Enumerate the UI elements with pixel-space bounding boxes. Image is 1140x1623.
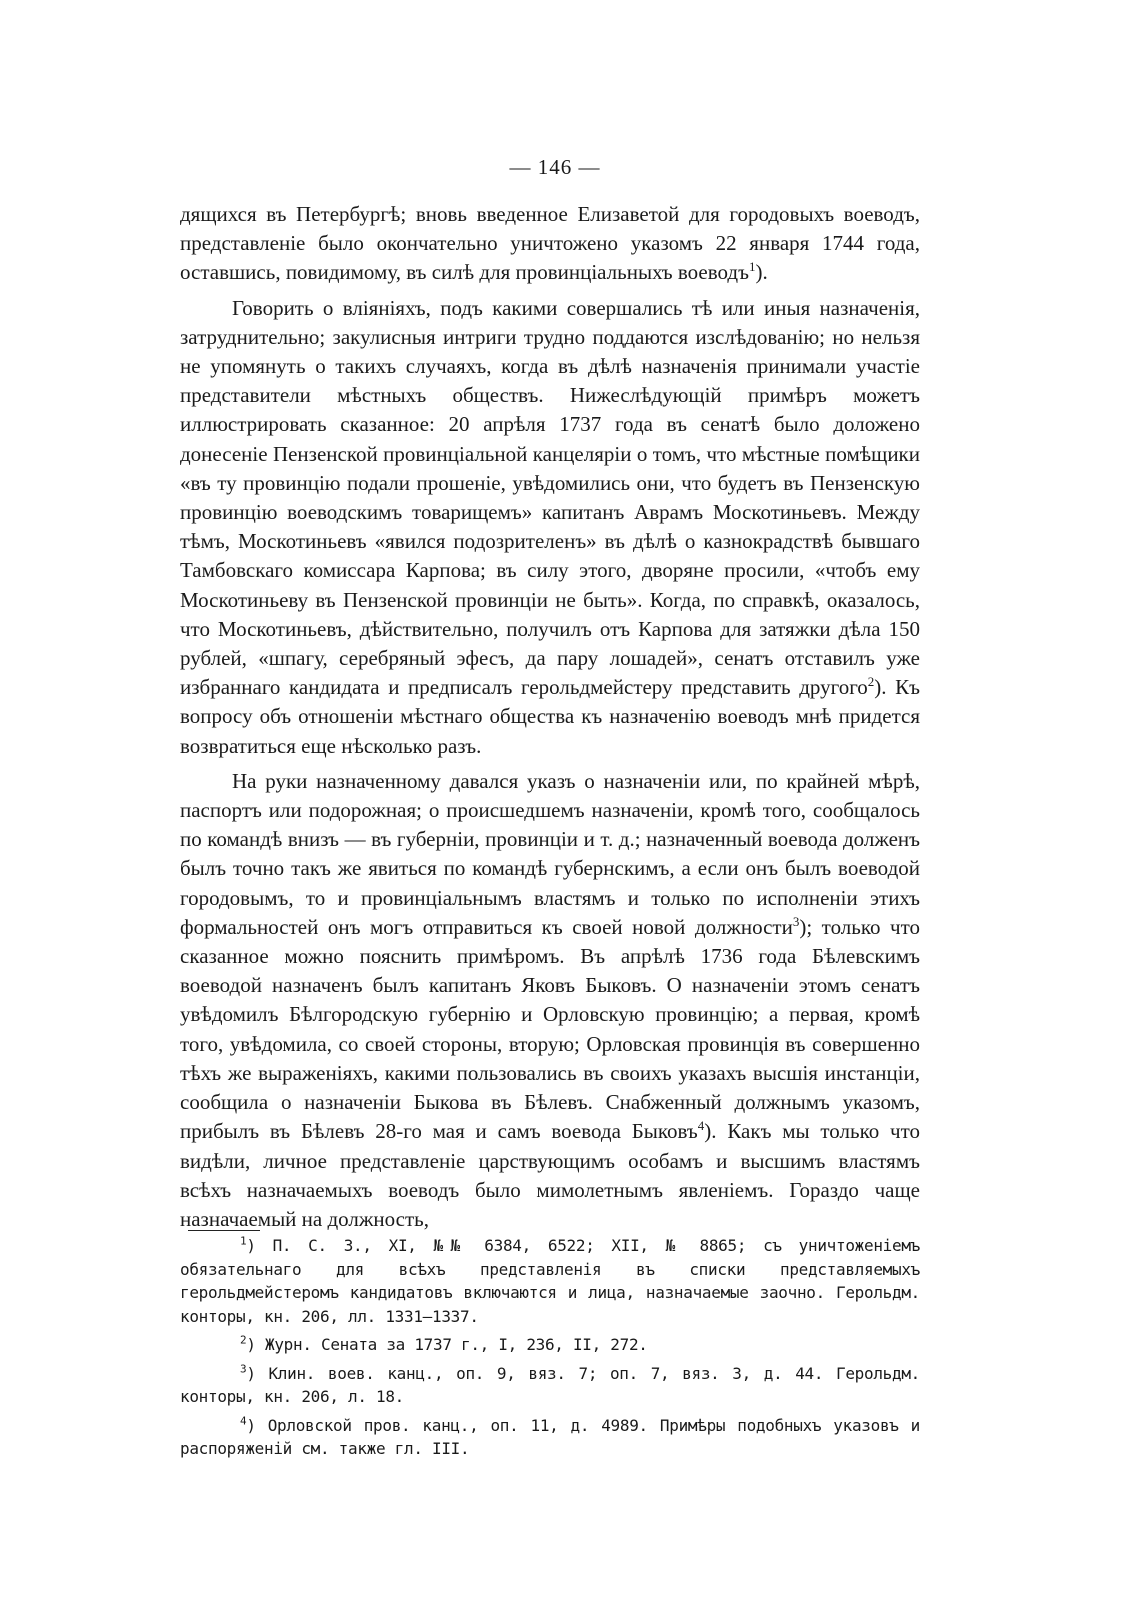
footnote-ref-4: 4 xyxy=(697,1118,705,1134)
footnote-1-mark: 1 xyxy=(240,1234,247,1248)
footnote-3-mark: 3 xyxy=(240,1362,247,1376)
paragraph-1-text: дящихся въ Петербургѣ; вновь введенное Елизаветой для городовыхъ воеводъ, представленіе было окончательно уничтожено указомъ 22 января 1744 года, оставшись, повидимому, въ силѣ для провинціальныхъ воеводъ xyxy=(180,202,920,285)
footnote-3 xyxy=(180,1362,920,1409)
footnote-ref-2: 2 xyxy=(867,674,875,690)
footnote-ref-1: 1 xyxy=(748,259,756,275)
paragraph-3-text: На руки назначенному давался указъ о назначеніи или, по крайней мѣрѣ, паспортъ или подорожная; о происшедшемъ назначеніи, кромѣ того, сообщалось по командѣ внизъ — въ губерніи, провинціи и т. д.; назначенный воевода долженъ былъ точно такъ же явиться по командѣ губернскимъ, а если онъ былъ воеводой городовымъ, то и провинціальнымъ властямъ и только по исполненіи этихъ формальностей онъ могъ отправиться къ своей новой должности xyxy=(180,768,920,939)
footnote-4-mark: 4 xyxy=(240,1414,247,1428)
paragraph-3 xyxy=(180,767,920,1234)
footnote-ref-3: 3 xyxy=(792,913,800,929)
body-text xyxy=(180,200,920,1240)
footnotes xyxy=(180,1234,920,1466)
footnote-2 xyxy=(180,1333,920,1357)
footnote-1 xyxy=(180,1234,920,1328)
paragraph-1 xyxy=(180,200,920,288)
footnote-divider xyxy=(188,1230,260,1231)
paragraph-1-end: ). xyxy=(755,260,768,285)
paragraph-3-end: ). Какъ мы только что видѣли, личное представленіе царствующимъ особамъ и высшимъ властямъ всѣхъ назначаемыхъ воеводъ было мимолетнымъ явленіемъ. Гораздо чаще назначаемый на должность, xyxy=(180,1119,920,1231)
footnote-4 xyxy=(180,1414,920,1461)
paragraph-3-mid: ); только что сказанное можно пояснить примѣромъ. Въ апрѣлѣ 1736 года Бѣлевскимъ воеводой назначенъ былъ капитанъ Яковъ Быковъ. О назначеніи этомъ сенатъ увѣдомилъ Бѣлгородскую губернію и Орловскую провинцію; а первая, кромѣ того, увѣдомила, со своей стороны, вторую; Орловская провинція въ совершенно тѣхъ же выраженіяхъ, какими пользовались въ своихъ указахъ высшія инстанціи, сообщила о назначеніи Быкова въ Бѣлевъ. Снабженный должнымъ указомъ, прибылъ въ Бѣлевъ 28-го мая и самъ воевода Быковъ xyxy=(180,914,920,1144)
footnote-2-mark: 2 xyxy=(240,1333,247,1347)
paragraph-2-text: Говорить о вліяніяхъ, подъ какими совершались тѣ или иныя назначенія, затруднительно; закулисныя интриги трудно поддаются изслѣдованію; но нельзя не упомянуть о такихъ случаяхъ, когда въ дѣлѣ назначенія принимали участіе представители мѣстныхъ обществъ. Нижеслѣдующій примѣръ можетъ иллюстрировать сказанное: 20 апрѣля 1737 года въ сенатѣ было доложено донесеніе Пензенской провинціальной канцеляріи о томъ, что мѣстные помѣщики «въ ту провинцію подали прошеніе, увѣдомились они, что будетъ въ Пензенскую провинцію воеводскимъ товарищемъ» капитанъ Аврамъ Москотиньевъ. Между тѣмъ, Москотиньевъ «явился подозрителенъ» въ дѣлѣ о казнокрадствѣ бывшаго Тамбовскаго комиссара Карпова; въ силу этого, дворяне просили, «чтобъ ему Москотиньеву въ Пензенской провинціи не быть». Когда, по справкѣ, оказалось, что Москотиньевъ, дѣйствительно, получилъ отъ Карпова для затяжки дѣла 150 рублей, «шпагу, серебряный эфесъ, да пару лошадей», сенатъ отставилъ уже избраннаго кандидата и предписалъ герольдмейстеру представить другого xyxy=(180,295,920,700)
footnote-2-text: ) Журн. Сената за 1737 г., I, 236, II, 272. xyxy=(246,1335,648,1354)
footnote-4-text: ) Орловской пров. канц., оп. 11, д. 4989. Примѣры подобныхъ указовъ и распоряженій см. также гл. III. xyxy=(180,1415,920,1458)
footnote-1-text: ) П. С. З., XI, №№ 6384, 6522; XII, № 8865; съ уничтоженіемъ обязательнаго для всѣхъ представленія въ списки представляемыхъ герольдмейстеромъ кандидатовъ включаются и лица, назначаемые заочно. Герольдм. конторы, кн. 206, лл. 1331—1337. xyxy=(180,1236,920,1326)
page-number: — 146 — xyxy=(509,155,601,179)
footnote-3-text: ) Клин. воев. канц., оп. 9, вяз. 7; оп. 7, вяз. 3, д. 44. Герольдм. конторы, кн. 206, л. 18. xyxy=(180,1363,920,1406)
paragraph-2 xyxy=(180,294,920,761)
paragraph-2-end: ). Къ вопросу объ отношеніи мѣстнаго общества къ назначенію воеводъ мнѣ придется возвратиться еще нѣсколько разъ. xyxy=(180,675,920,758)
